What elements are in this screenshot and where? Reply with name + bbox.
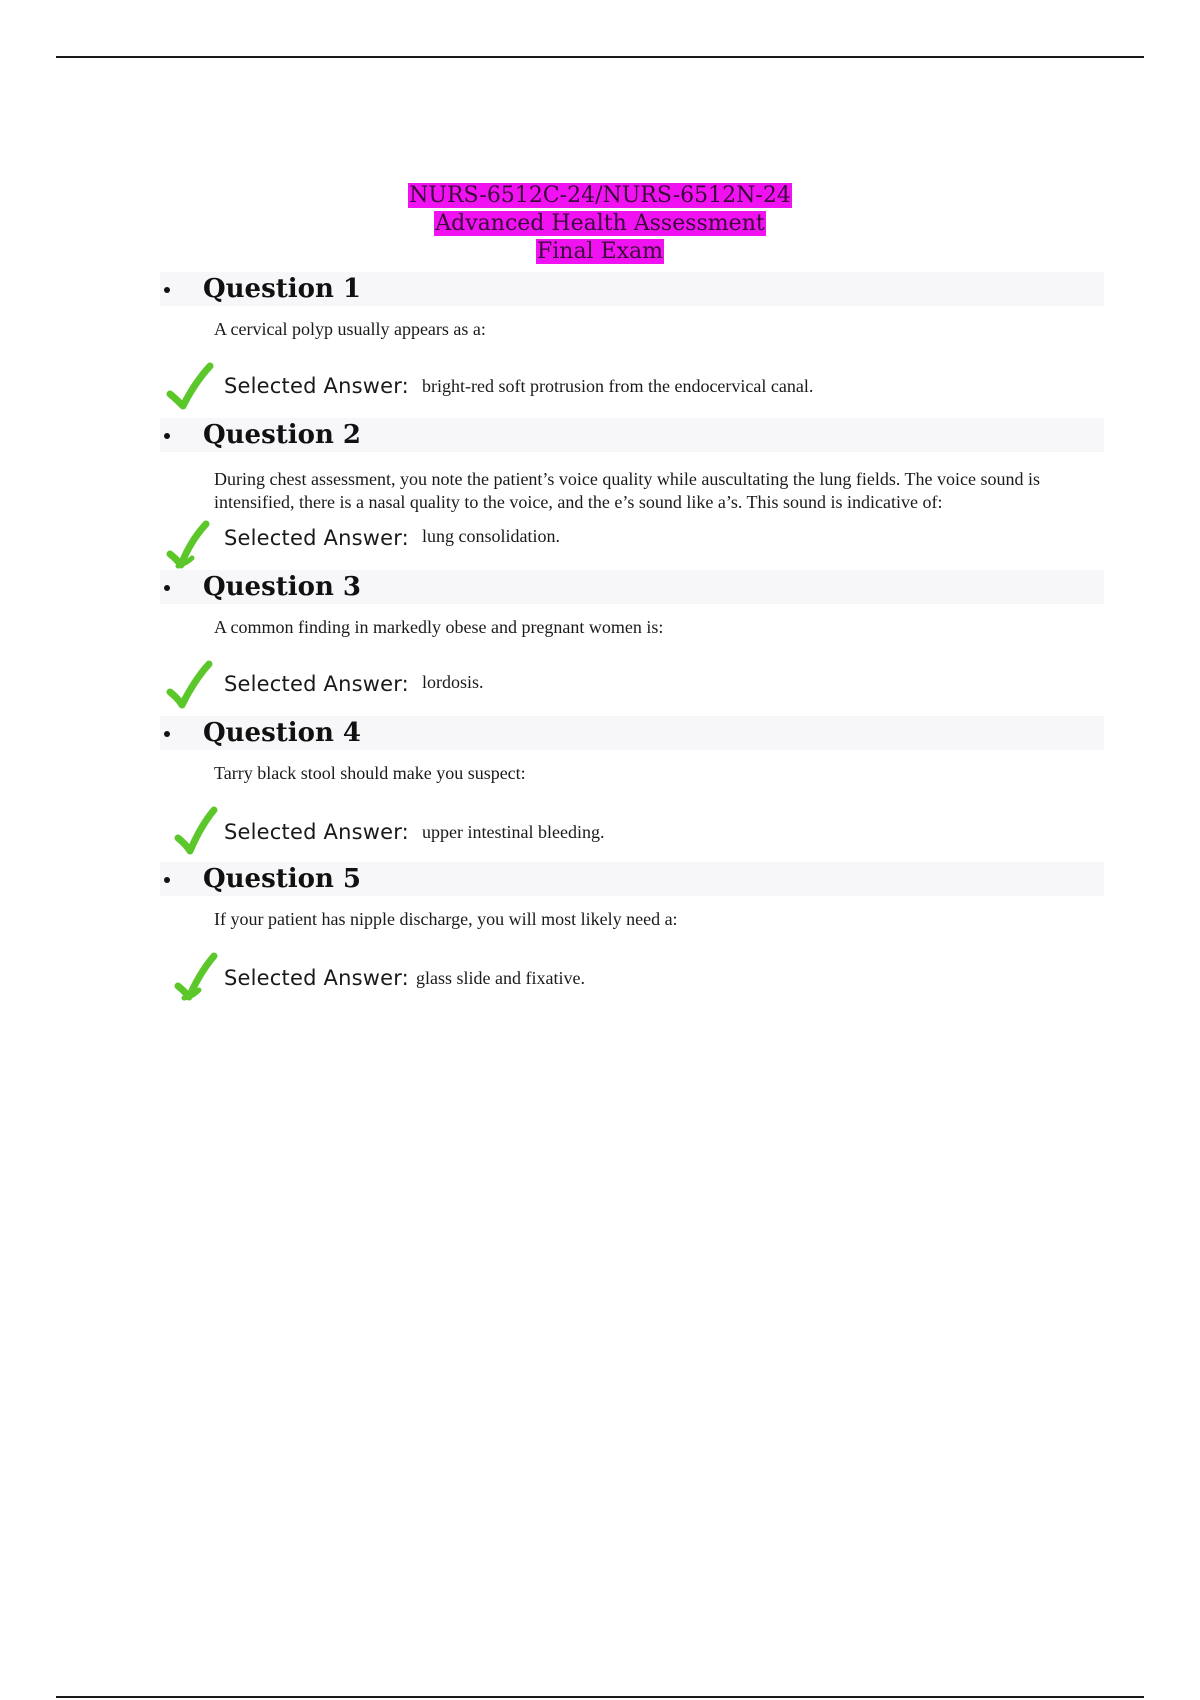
question-text: During chest assessment, you note the patient’s voice quality while auscultating the lung fields. The voice sound is intensified, there is a nasal quality to the voice, and the e’s sound like a’s. This sound is indicative of:: [214, 469, 1041, 512]
document-title: [0, 182, 1200, 266]
selected-answer-label: Selected Answer:: [224, 374, 409, 398]
selected-answer-row: [160, 520, 1104, 570]
selected-answer-value: bright-red soft protrusion from the endocervical canal.: [422, 376, 814, 396]
question-title: Question 5: [203, 864, 362, 894]
selected-answer-row: [160, 952, 1104, 1002]
green-checkmark-icon: [166, 362, 218, 414]
green-checkmark-icon: [174, 952, 226, 1004]
bullet-icon: [164, 433, 170, 439]
selected-answer-value: lung consolidation.: [422, 526, 560, 546]
bullet-icon: [164, 731, 170, 737]
question-4: [160, 716, 1104, 856]
question-text: If your patient has nipple discharge, you will most likely need a:: [214, 909, 678, 929]
course-name: Advanced Health Assessment: [435, 211, 765, 236]
question-5: [160, 862, 1104, 1002]
bullet-icon: [164, 877, 170, 883]
exam-name: Final Exam: [536, 239, 664, 264]
question-title: Question 2: [203, 420, 362, 450]
question-text: A cervical polyp usually appears as a:: [214, 319, 486, 339]
question-1: [160, 272, 1104, 412]
selected-answer-row: [160, 362, 1104, 412]
green-checkmark-icon: [174, 806, 226, 858]
question-header: [160, 570, 1104, 604]
green-checkmark-icon: [166, 520, 218, 572]
green-checkmark-icon: [166, 660, 218, 712]
question-text: A common finding in markedly obese and pregnant women is:: [214, 617, 664, 637]
selected-answer-row: [160, 660, 1104, 710]
selected-answer-row: [160, 806, 1104, 856]
selected-answer-label: Selected Answer:: [224, 966, 409, 990]
bullet-icon: [164, 585, 170, 591]
question-header: [160, 418, 1104, 452]
question-header: [160, 862, 1104, 896]
question-text: Tarry black stool should make you suspect:: [214, 763, 526, 783]
question-list: [160, 272, 1104, 1002]
selected-answer-value: lordosis.: [422, 672, 484, 692]
question-title: Question 4: [203, 718, 362, 748]
selected-answer-label: Selected Answer:: [224, 672, 409, 696]
course-code: NURS-6512C-24/NURS-6512N-24: [409, 183, 791, 208]
selected-answer-label: Selected Answer:: [224, 820, 409, 844]
question-header: [160, 716, 1104, 750]
top-rule: [56, 56, 1144, 58]
selected-answer-value: upper intestinal bleeding.: [422, 822, 605, 842]
question-2: [160, 418, 1104, 570]
selected-answer-value: glass slide and fixative.: [416, 968, 585, 988]
bottom-rule: [56, 1696, 1144, 1698]
bullet-icon: [164, 287, 170, 293]
question-title: Question 3: [203, 572, 362, 602]
question-title: Question 1: [203, 274, 362, 304]
question-header: [160, 272, 1104, 306]
selected-answer-label: Selected Answer:: [224, 526, 409, 550]
question-3: [160, 570, 1104, 710]
